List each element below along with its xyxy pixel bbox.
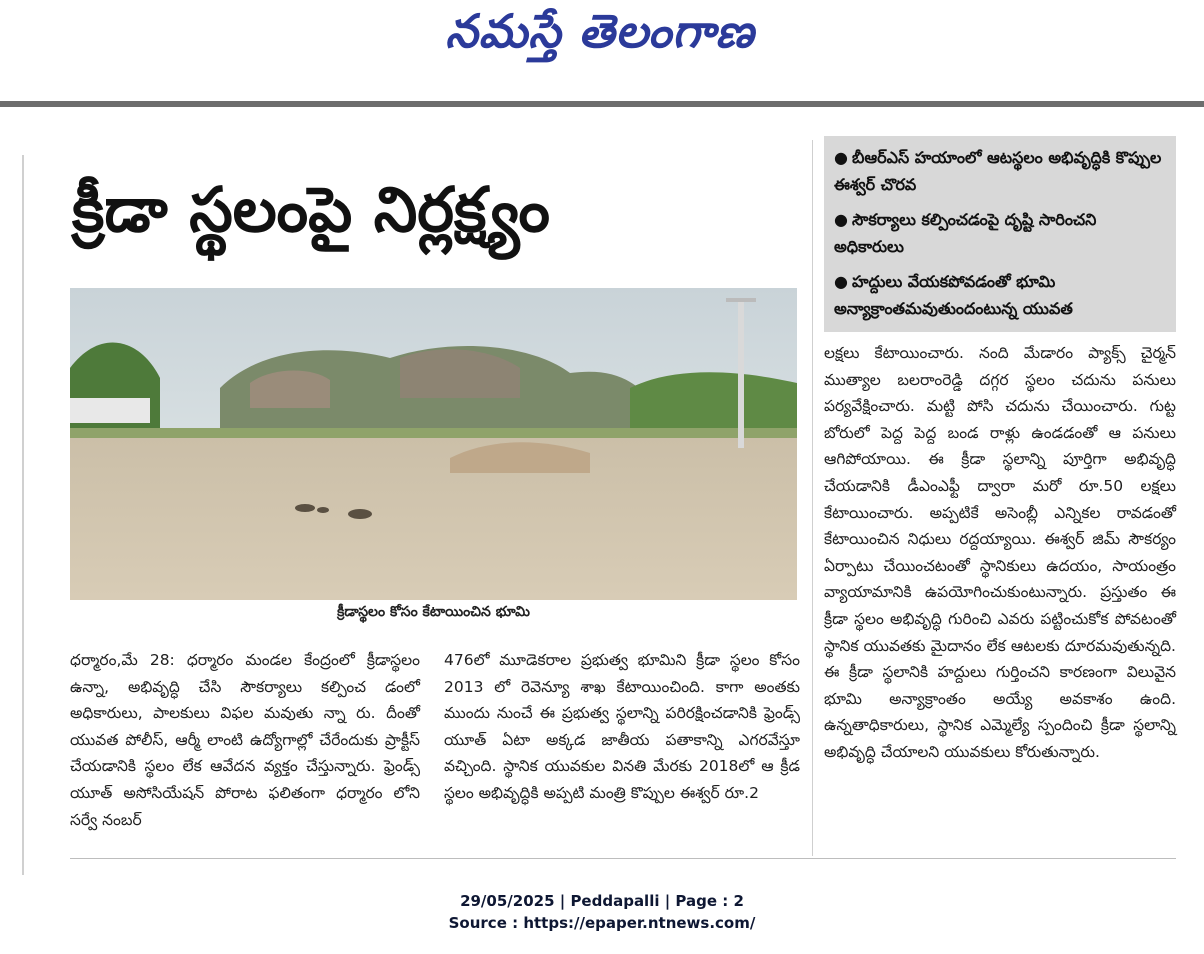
column-divider xyxy=(812,140,813,856)
column-text: లక్షలు కేటాయించారు. నంది మేడారం ప్యాక్స్ చైర్మన్ ముత్యాల బలరాంరెడ్డి దగ్గర స్థలం చదును పనులు పర్యవేక్షించారు. మట్టి పోసి చదును చేయించారు. గుట్ట బోరులో పెద్ద పెద్ద బండ రాళ్లు ఉండడంతో ఆ పనులు ఆగిపోయాయి. ఈ క్రీడా స్థలాన్ని పూర్తిగా అభివృద్ధి చేయడానికి డీఎంఎఫ్టీ ద్వారా మరో రూ.50 లక్షలు కేటాయించారు. అప్పటికే అసెంబ్లీ ఎన్నికల రావడంతో కేటాయించిన నిధులు రద్దయ్యాయి. ఈశ్వర్ జిమ్ సౌకర్యం ఏర్పాటు చేయించటంతో స్థానికులు ఉదయం, సాయంత్రం వ్యాయామానికి ఉపయోగించుకుంటున్నారు. ప్రస్తుతం ఈ క్రీడా స్థలం అభివృద్ధి గురించి ఎవరు పట్టించుకోక పోవటంతో స్థానిక యువతకు మైదానం లేక ఆటలకు దూరమవుతున్నది. ఈ క్రీడా స్థలానికి హద్దులు గుర్తించని కారణంగా విలువైన భూమి అన్యాక్రాంతం అయ్యే అవకాశం ఉంది. ఉన్నతాధికారులు, స్థానిక ఎమ్మెల్యే స్పందించి క్రీడా స్థలాన్ని అభివృద్ధి చేయాలని యువకులు కోరుతున్నారు. xyxy=(824,344,1176,761)
summary-text: బీఆర్ఎస్ హయాంలో ఆటస్థలం అభివృద్ధికి కొప్పుల ఈశ్వర్ చొరవ xyxy=(834,148,1162,194)
photo-caption: క్రీడాస్థలం కోసం కేటాయించిన భూమి xyxy=(337,604,530,620)
footer-source-link[interactable]: Source : https://epaper.ntnews.com/ xyxy=(448,914,756,932)
article-column-3 xyxy=(824,340,1176,766)
column-text: 476లో మూడెకరాల ప్రభుత్వ భూమిని క్రీడా స్థలం కోసం 2013 లో రెవెన్యూ శాఖ కేటాయించింది. కాగా అంతకు ముందు నుంచే ఈ ప్రభుత్వ స్థలాన్ని పరిరక్షించడానికి ఫ్రెండ్స్ యూత్ ఏటా అక్కడ జాతీయ పతాకాన్ని ఎగరవేస్తూ వచ్చింది. స్థానిక యువకుల వినతి మేరకు 2018లో ఆ క్రీడ స్థలం అభివృద్ధికి అప్పటి మంత్రి కొప్పుల ఈశ్వర్ రూ.2 xyxy=(444,651,800,802)
column-text: ధర్మారం,మే 28: ధర్మారం మండల కేంద్రంలో క్రీడాస్థలం ఉన్నా, అభివృద్ధి చేసి సౌకర్యాలు కల్పించ డంలో అధికారులు, పాలకులు విఫల మవుతు న్నా రు. దీంతో యువత పోలీస్, ఆర్మీ లాంటి ఉద్యోగాల్లో చేరేందుకు ప్రాక్టీస్ చేయడానికి స్థలం లేక ఆవేదన వ్యక్తం చేస్తున్నారు. ఫ్రెండ్స్ యూత్ అసోసియేషన్ పోరాట ఫలితంగా ధర్మారం లోని సర్వే నంబర్ xyxy=(70,651,420,829)
left-divider xyxy=(22,155,24,875)
article-headline: క్రీడా స్థలంపై నిర్లక్ష్యం xyxy=(72,173,550,246)
summary-item xyxy=(834,268,1168,322)
bullet-icon: ● xyxy=(834,272,848,291)
summary-box xyxy=(824,136,1176,332)
article-column-2 xyxy=(444,647,800,807)
top-rule xyxy=(0,101,1204,107)
summary-item xyxy=(834,206,1168,260)
summary-text: హద్దులు వేయకపోవడంతో భూమి అన్యాక్రాంతమవుతుందంటున్న యువత xyxy=(834,272,1073,318)
article-photo xyxy=(70,288,797,600)
summary-item xyxy=(834,144,1168,198)
summary-text: సౌకర్యాలు కల్పించడంపై దృష్టి సారించని అధికారులు xyxy=(834,210,1097,256)
bullet-icon: ● xyxy=(834,210,848,229)
footer-dateline: 29/05/2025 | Peddapalli | Page : 2 xyxy=(460,892,744,910)
newspaper-logo: నమస్తే తెలంగాణ xyxy=(445,4,755,58)
bullet-icon: ● xyxy=(834,148,848,167)
masthead xyxy=(0,0,1204,70)
bottom-rule xyxy=(70,858,1176,859)
article-column-1 xyxy=(70,647,420,833)
